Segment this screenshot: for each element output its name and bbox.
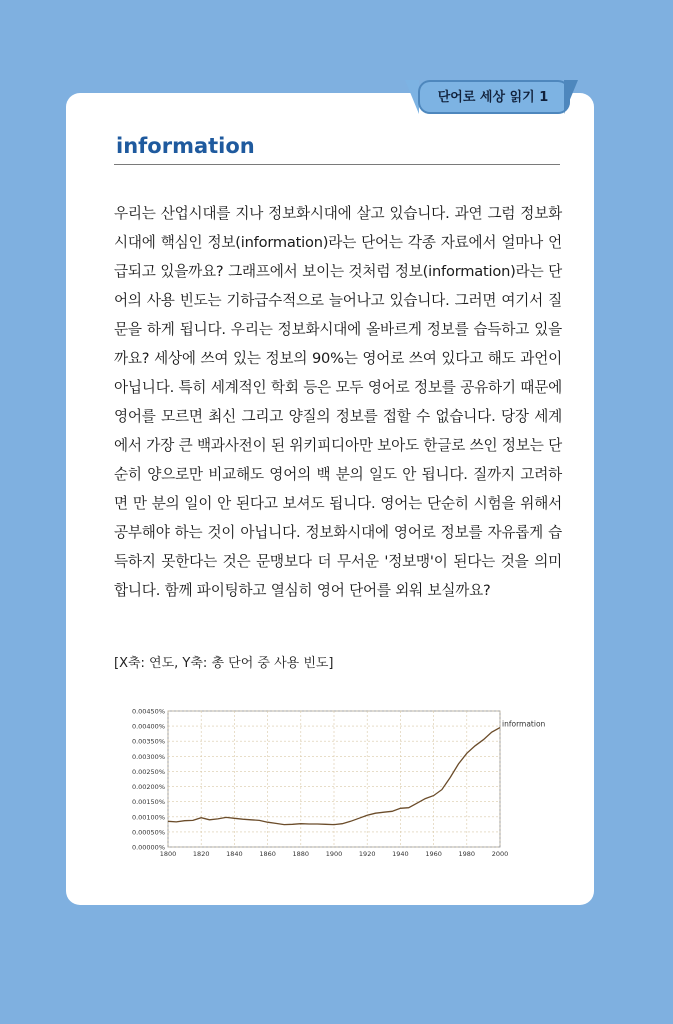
usage-frequency-chart (100, 700, 570, 865)
x-tick-label: 1820 (192, 850, 210, 858)
series-label: information (502, 719, 546, 729)
section-tab-label: 단어로 세상 읽기 1 (437, 90, 549, 105)
y-tick-label: 0.00300% (131, 752, 165, 761)
chart-caption: [X축: 연도, Y축: 총 단어 중 사용 빈도] (114, 656, 334, 671)
y-tick-label: 0.00150% (131, 798, 165, 807)
x-tick-label: 1860 (259, 850, 276, 858)
y-tick-label: 0.00450% (131, 707, 165, 716)
y-tick-label: 0.00350% (131, 737, 165, 746)
x-tick-label: 2000 (491, 850, 509, 858)
y-tick-label: 0.00100% (131, 813, 165, 822)
x-tick-label: 1960 (425, 850, 442, 858)
x-tick-label: 1940 (392, 850, 409, 858)
y-tick-label: 0.00000% (131, 843, 165, 852)
page-title: information (116, 134, 255, 158)
x-tick-label: 1800 (159, 850, 177, 858)
x-tick-label: 1880 (292, 850, 310, 858)
body-paragraph: 우리는 산업시대를 지나 정보화시대에 살고 있습니다. 과연 그럼 정보화시대에 핵심인 정보(information)라는 단어는 각종 자료에서 얼마나 언급되고 있을까요? 그래프에서 보이는 것처럼 정보(information)라는 단어의 사용 빈도는 기하급수적으로 늘어나고 있습니다. 그러면 여기서 질문을 하게 됩니다. 우리는 정보화시대에 올바르게 정보를 습득하고 있을까요? 세상에 쓰여 있는 정보의 90%는 영어로 쓰여 있다고 해도 과언이 아닙니다. 특히 세계적인 학회 등은 모두 영어로 정보를 공유하기 때문에 영어를 모르면 최신 그리고 양질의 정보를 접할 수 없습니다. 당장 세계에서 가장 큰 백과사전이 된 위키피디아만 보아도 한글로 쓰인 정보는 단순히 양으로만 비교해도 영어의 백 분의 일도 안 됩니다. 질까지 고려하면 만 분의 일이 안 된다고 보셔도 됩니다. 영어는 단순히 시험을 위해서 공부해야 하는 것이 아닙니다. 정보화시대에 영어로 정보를 자유롭게 습득하지 못한다는 것은 문맹보다 더 무서운 '정보맹'이 된다는 것을 의미합니다. 함께 파이팅하고 열심히 영어 단어를 외워 보실까요? (114, 205, 562, 599)
tab-notch-left (405, 80, 419, 114)
y-tick-label: 0.00050% (131, 828, 165, 837)
y-tick-label: 0.00400% (131, 722, 165, 731)
y-tick-label: 0.00250% (131, 767, 165, 776)
x-tick-label: 1980 (458, 850, 476, 858)
title-divider (114, 164, 560, 165)
x-tick-label: 1840 (226, 850, 243, 858)
x-tick-label: 1900 (325, 850, 343, 858)
y-tick-label: 0.00200% (131, 783, 165, 792)
x-tick-label: 1920 (358, 850, 376, 858)
